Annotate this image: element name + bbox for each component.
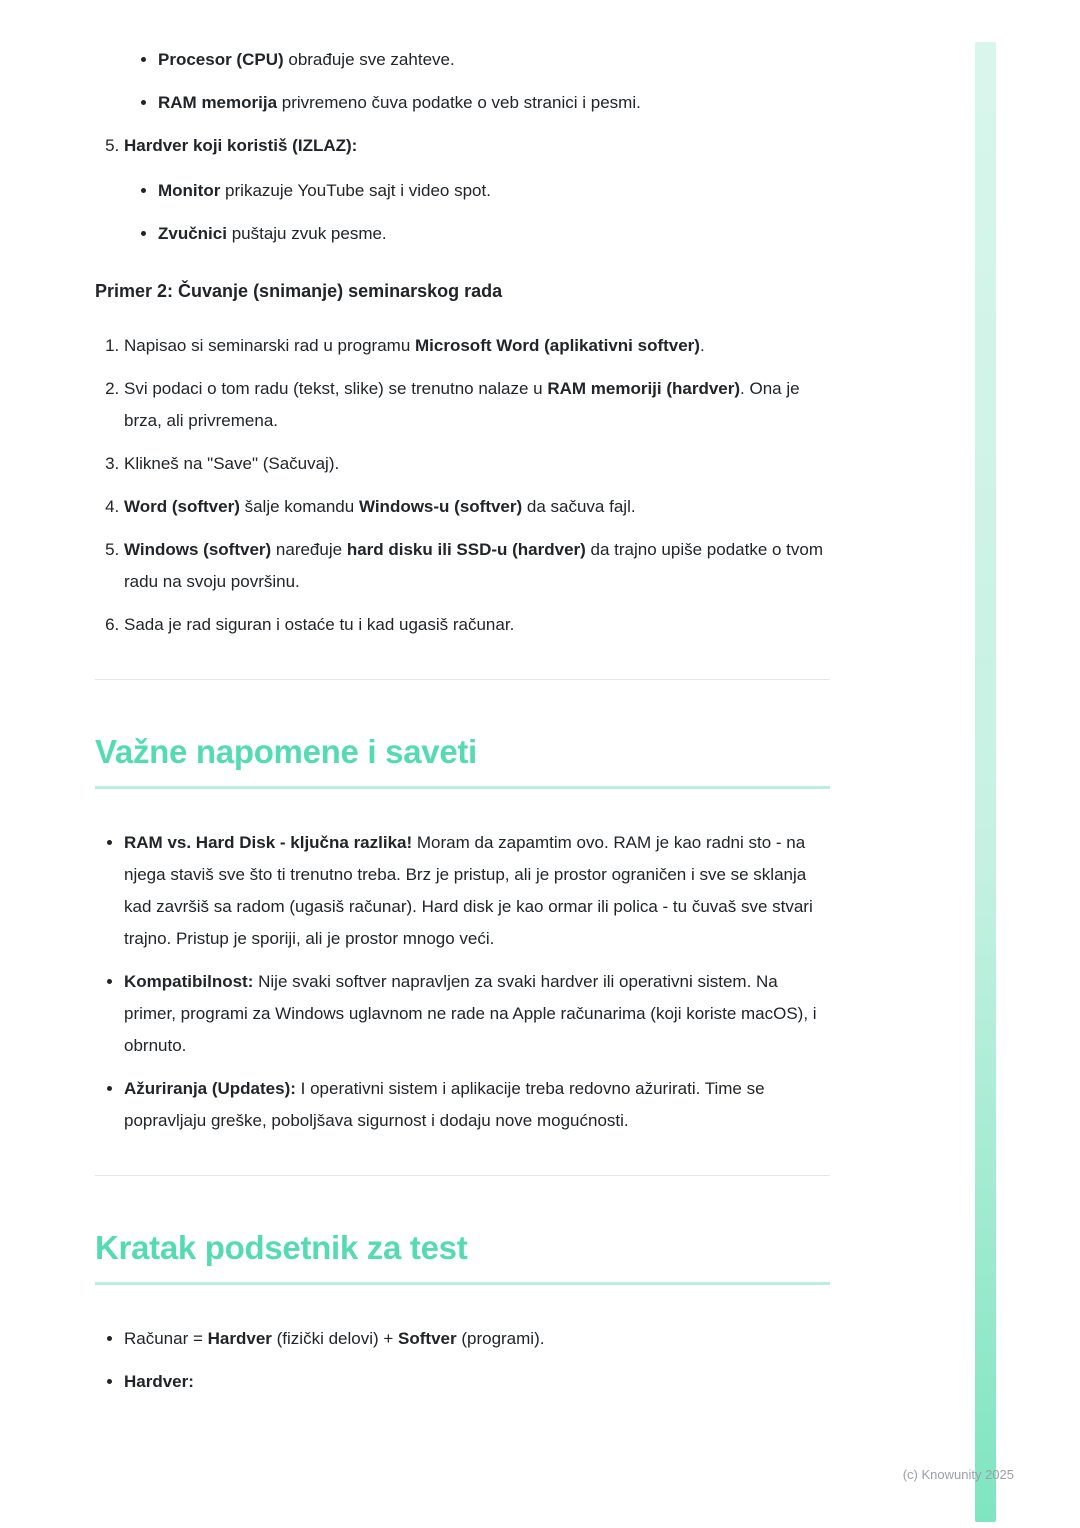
body-text: privremeno čuva podatke o veb stranici i pesmi. [277,93,641,112]
bold-text: Hardver [207,1329,272,1348]
hardware-output-list [95,130,830,250]
list-item [158,218,830,250]
example-2-steps [95,330,830,641]
body-text: Moram da zapamtim ovo. RAM je kao radni sto - na njega staviš sve što ti trenutno treba. Brz je pristup, ali je prostor ograničen i sve se sklanja kad završiš sa radom (ugasiš računar). Hard disk je kao ormar ili polica - tu čuvaš sve stvari trajno. Pristup je sporiji, ali je prostor mnogo veći. [124,833,813,948]
decorative-accent-bar [975,42,996,1522]
bold-text: Hardver: [124,1372,194,1391]
body-text: puštaju zvuk pesme. [226,224,387,243]
notes-heading: Važne napomene i saveti [95,732,830,789]
list-item [124,966,830,1062]
list-item [124,448,830,480]
bold-text: hard disku ili SSD-u (hardver) [346,540,586,559]
body-text: da sačuva fajl. [522,497,636,516]
body-text: Nije svaki softver napravljen za svaki hardver ili operativni sistem. Na primer, programi za Windows uglavnom ne rade na Apple računarima (koji koriste macOS), i obrnuto. [124,972,817,1055]
list-item [124,609,830,641]
bold-text: Ažuriranja (Updates): [124,1079,296,1098]
list-item [124,373,830,437]
input-hardware-sublist [95,44,830,119]
reminder-heading: Kratak podsetnik za test [95,1228,830,1285]
example-2-heading [95,276,830,306]
list-item [124,1073,830,1137]
body-text: šalje komandu [239,497,359,516]
list-item [158,175,830,207]
body-text: Napisao si seminarski rad u programu [124,336,416,355]
body-text: . [699,336,705,355]
bold-text: Kompatibilnost: [124,972,254,991]
section-divider [95,1175,830,1176]
bold-text: Primer 2: Čuvanje (snimanje) seminarskog rada [95,281,503,301]
section-divider [95,679,830,680]
bold-text: RAM vs. Hard Disk - ključna razlika! [124,833,413,852]
body-text: . Ona je brza, ali privremena. [124,379,800,430]
body-text: Klikneš na "Save" (Sačuvaj). [124,454,340,473]
body-text: da trajno upiše podatke o tvom radu na svoju površinu. [124,540,824,591]
list-item [124,827,830,955]
copyright-footer: (c) Knowunity 2025 [902,1467,1014,1482]
body-text: I operativni sistem i aplikacije treba redovno ažurirati. Time se popravljaju greške, poboljšava sigurnost i dodaju nove mogućnosti. [124,1079,765,1130]
notes-list [95,827,830,1137]
list-item [124,130,830,250]
list-item [124,534,830,598]
bold-text: Zvučnici [158,224,227,243]
list-item [124,491,830,523]
bold-text: Windows (softver) [124,540,272,559]
body-text: (programi). [456,1329,545,1348]
body-text: Svi podaci o tom radu (tekst, slike) se trenutno nalaze u [124,379,548,398]
bold-text: Hardver koji koristiš (IZLAZ): [124,136,358,155]
list-item [124,330,830,362]
body-text: (fizički delovi) + [271,1329,399,1348]
reminder-list [95,1323,830,1398]
bold-text: Monitor [158,181,221,200]
bold-text: RAM memorija [158,93,278,112]
nested-bullet-list [124,175,830,250]
bold-text: Windows-u (softver) [358,497,523,516]
body-text: prikazuje YouTube sajt i video spot. [220,181,491,200]
body-text: Sada je rad siguran i ostaće tu i kad ugasiš računar. [124,615,515,634]
bold-text: RAM memoriji (hardver) [547,379,741,398]
list-item [124,1323,830,1355]
list-item [158,87,830,119]
bold-text: Word (softver) [124,497,240,516]
list-item [158,44,830,76]
body-text: Računar = [124,1329,208,1348]
bold-text: Microsoft Word (aplikativni softver) [415,336,700,355]
bold-text: Procesor (CPU) [158,50,284,69]
body-text: obrađuje sve zahteve. [283,50,455,69]
body-text: naređuje [271,540,347,559]
list-item [124,1366,830,1398]
bold-text: Softver [398,1329,457,1348]
